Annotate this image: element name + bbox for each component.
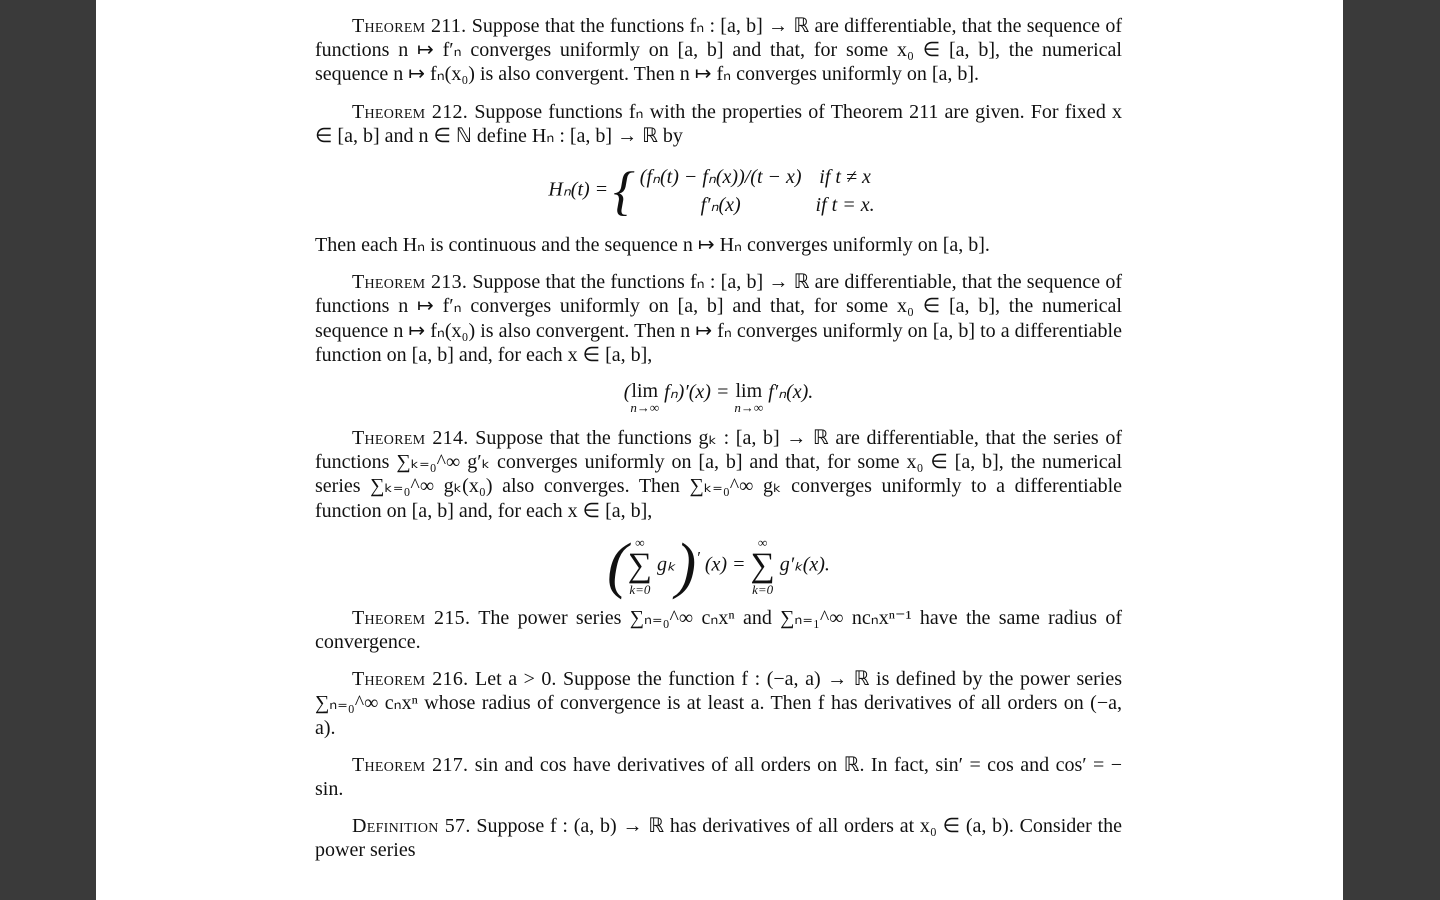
document-page [96,0,1343,900]
limit-derivative-equation [315,380,1122,414]
theorem-212 [315,100,1122,148]
big-right-paren: ) [675,531,697,600]
case1-cond: if t ≠ x [819,166,871,189]
sum-bottom: k=0 [752,581,774,597]
lim-word: lim [631,380,659,403]
sigma-symbol: ∑ [627,546,653,584]
theorem-label: Theorem 211. [352,15,467,37]
eq-open-paren: ( [623,381,631,404]
theorem-214 [315,426,1122,523]
theorem-text: Suppose functions fₙ with the properties of Theorem 211 are given. For fixed x ∈ [a, b] and n ∈ ℕ define Hₙ : [a, b] → ℝ by [315,100,1122,147]
sum-inner: gₖ [657,553,676,576]
series-derivative-equation [315,531,1122,600]
theorem-text: Suppose that the functions gₖ : [a, b] → ℝ are differentiable, that the series of functions ∑ₖ₌₀^∞ g′ₖ converges uniformly on [a, b] and that, for some x₀ ∈ [a, b], the numerical series ∑ₖ₌₀^∞ gₖ(x₀) also converges. Then ∑ₖ₌₀^∞ gₖ converges uniformly to a differentiable function on [a, b] and, for each x ∈ [a, b], [315,427,1123,522]
theorem-text: Let a > 0. Suppose the function f : (−a, a) → ℝ is defined by the power series ∑ₙ₌₀^∞ cₙxⁿ whose radius of convergence is at least a. Then f has derivatives of all orders on (−a, a). [315,668,1122,739]
case2-expr: f′ₙ(x) [700,194,741,217]
theorem-label: Theorem 213. [352,271,468,294]
sum-top: ∞ [635,534,645,550]
theorem-216 [315,667,1122,740]
case1-expr: (fₙ(t) − fₙ(x))/(t − x) [639,166,802,189]
lim-word: lim [735,380,763,403]
case2-cond: if t = x. [815,194,875,217]
page-content [315,14,1122,876]
cases-lhs: Hₙ(t) = [548,178,609,201]
sum-operator-left [628,536,652,596]
sum-operator-right [751,536,775,596]
h-function-cases [315,161,1122,221]
definition-text: Suppose f : (a, b) → ℝ has derivatives of all orders at x₀ ∈ (a, b). Consider the power series [315,815,1123,862]
theorem-label: Theorem 212. [352,100,469,123]
theorem-label: Theorem 216. [352,668,469,691]
definition-57 [315,814,1122,862]
lim-subscript: n→∞ [630,400,660,416]
prime-mark: ′ [696,547,700,567]
sum-top: ∞ [758,534,768,550]
definition-label: Definition 57. [352,815,471,838]
eq-rhs: g′ₖ(x). [779,553,830,576]
eq-lhs-tail: fₙ)′(x) = [664,381,730,404]
theorem-label: Theorem 215. [352,606,471,629]
big-left-paren: ( [607,531,628,600]
theorem-label: Theorem 214. [352,427,469,450]
theorem-text: Suppose that the functions fₙ : [a, b] → ℝ are differentiable, that the sequence of functions n ↦ f′ₙ converges uniformly on [a, b] and that, for some x₀ ∈ [a, b], the numerical sequence n ↦ fₙ(x₀) is also convergent. Then n ↦ fₙ converges uniformly on [a, b] to a differentiable function on [a, b] and, for each x ∈ [a, b], [315,271,1122,366]
theorem-211 [315,14,1122,87]
eq-mid: (x) = [704,553,746,576]
sigma-symbol: ∑ [750,546,775,584]
theorem-212-conclusion: Then each Hₙ is continuous and the sequence n ↦ Hₙ converges uniformly on [a, b]. [315,234,990,257]
cases-table [640,163,889,219]
theorem-label: Theorem 217. [352,753,469,776]
left-brace: { [613,161,635,222]
sum-bottom: k=0 [629,581,651,597]
theorem-213 [315,270,1122,367]
theorem-217 [315,753,1122,801]
lim-operator-right [734,380,763,414]
lim-operator-left [630,380,659,414]
theorem-text: sin and cos have derivatives of all orders on ℝ. In fact, sin′ = cos and cos′ = − sin. [315,753,1123,801]
theorem-215 [315,606,1122,654]
theorem-text: The power series ∑ₙ₌₀^∞ cₙxⁿ and ∑ₙ₌₁^∞ ncₙxⁿ⁻¹ have the same radius of convergence. [315,606,1122,654]
eq-rhs-tail: f′ₙ(x). [768,381,814,404]
lim-subscript: n→∞ [734,400,764,416]
theorem-text: Suppose that the functions fₙ : [a, b] → ℝ are differentiable, that the sequence of functions n ↦ f′ₙ converges uniformly on [a, b] and that, for some x₀ ∈ [a, b], the numerical sequence n ↦ fₙ(x₀) is also convergent. Then n ↦ fₙ converges uniformly on [a, b]. [315,15,1123,86]
